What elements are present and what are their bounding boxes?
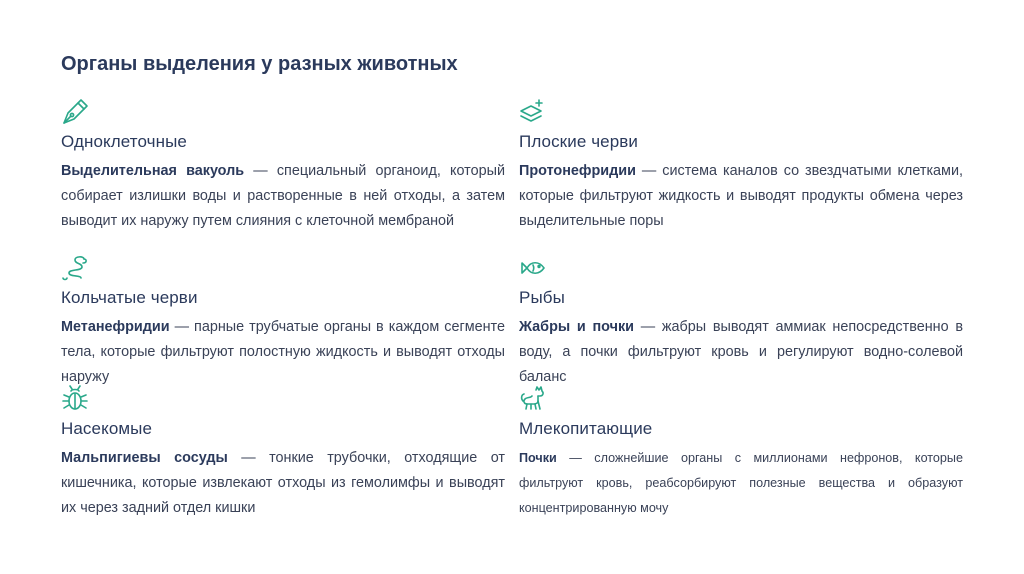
card-description — [61, 315, 505, 390]
fish-icon — [519, 254, 547, 282]
card-description — [519, 315, 963, 390]
card-description — [519, 446, 963, 521]
card-term: Протонефридии — [519, 163, 636, 179]
bug-icon — [61, 385, 89, 413]
layers-plus-icon — [519, 98, 547, 126]
card-text: — тонкие трубочки, отходящие от кишечника, которые извлекают отходы из гемолимфы и выводят их через задний отдел кишки — [61, 450, 505, 516]
cat-icon — [519, 385, 547, 413]
card-term: Выделительная вакуоль — [61, 163, 245, 179]
card-description — [61, 446, 505, 521]
card-heading: Млекопитающие — [519, 419, 653, 438]
card-text: — жабры выводят аммиак непосредственно в воду, а почки фильтруют кровь и регулируют водно-солевой баланс — [519, 319, 963, 385]
card-term: Почки — [519, 451, 557, 465]
card-heading: Кольчатые черви — [61, 288, 198, 307]
card-term: Метанефридии — [61, 319, 170, 335]
card-heading: Насекомые — [61, 419, 153, 438]
card-heading: Плоские черви — [519, 132, 638, 151]
card-text: — система каналов со звездчатыми клетками, которые фильтруют жидкость и выводят продукты обмена через выделительные поры — [519, 163, 963, 229]
worm-icon — [61, 254, 89, 282]
card-text: — специальный органоид, который собирает излишки воды и растворенные в ней отходы, а затем выводит их наружу путем слияния с клеточной мембраной — [61, 163, 505, 229]
pen-nib-icon — [61, 98, 89, 126]
card-text: — сложнейшие органы с миллионами нефронов, которые фильтруют кровь, реабсорбируют полезные вещества и образуют концентрированную мочу — [519, 451, 963, 515]
card-heading: Рыбы — [519, 288, 565, 307]
card-description — [61, 159, 505, 234]
card-term: Жабры и почки — [519, 319, 635, 335]
card-term: Мальпигиевы сосуды — [61, 450, 228, 466]
card-description — [519, 159, 963, 234]
card-heading: Одноклеточные — [61, 132, 187, 151]
card-text: — парные трубчатые органы в каждом сегменте тела, которые фильтруют полостную жидкость и выводят отходы наружу — [61, 319, 505, 385]
page-title: Органы выделения у разных животных — [61, 53, 458, 75]
